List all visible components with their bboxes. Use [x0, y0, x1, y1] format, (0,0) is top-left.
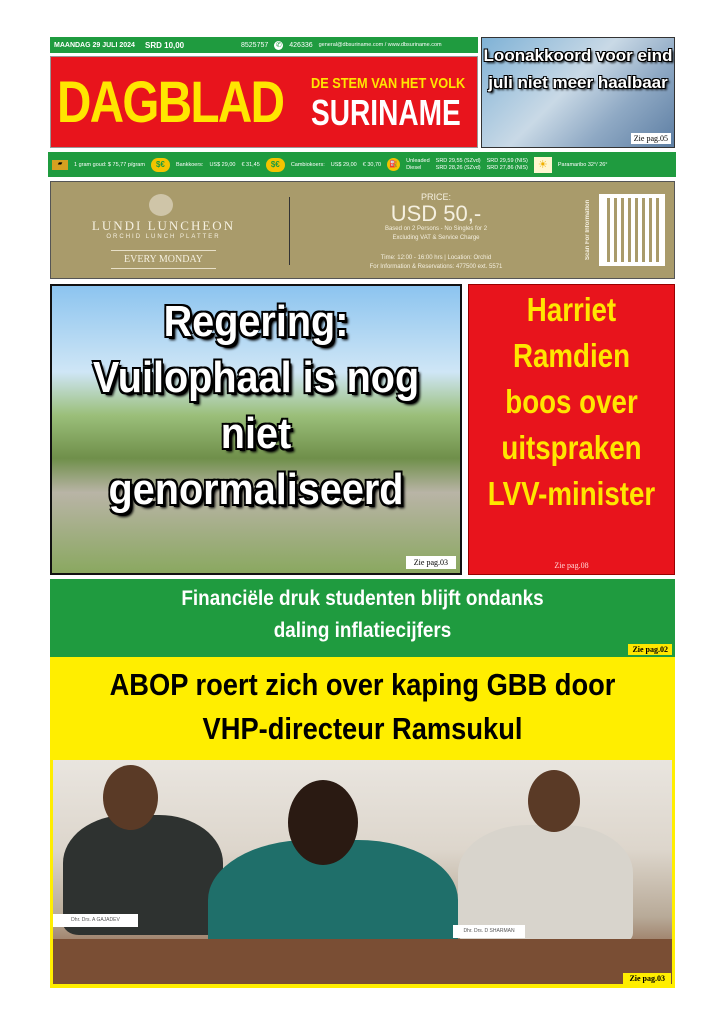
fuel-label: Unleaded	[406, 157, 430, 164]
currency-coins-icon: $€	[266, 158, 285, 172]
nameplate-left: Dhr. Drs. A GAJADEV	[53, 914, 138, 927]
photo-page-ref: Zie pag.03	[623, 973, 671, 984]
teaser-story[interactable]	[481, 37, 675, 148]
person-left-head	[103, 765, 158, 830]
ad-note-2: Excluding VAT & Service Charge	[392, 235, 480, 241]
yellow-story[interactable]	[50, 657, 675, 758]
ad-scan-label: Scan For Information	[585, 199, 591, 261]
cambio-label: Cambiokoers:	[290, 161, 325, 168]
ad-divider	[289, 197, 290, 265]
ad-note	[351, 225, 521, 243]
phone-2: 426336	[289, 41, 313, 49]
teaser-page-ref: Zie pag.05	[631, 133, 671, 144]
cambio-usd: US$ 29,00	[330, 161, 357, 168]
ad-details	[321, 254, 551, 272]
fuel-prices-2	[487, 158, 528, 172]
cambio-eur: € 30,70	[362, 161, 382, 168]
fuel-price: SRD 28,26 (SZvd)	[435, 164, 481, 171]
green-headline-1: Financiële druk studenten blijft ondanks	[181, 587, 544, 610]
person-center-head	[288, 780, 358, 865]
green-page-ref: Zie pag.02	[628, 644, 672, 655]
green-headline	[81, 583, 644, 647]
gold-bar-icon: ▰	[52, 160, 68, 170]
fuel-label: Diesel	[406, 164, 422, 171]
orchid-logo-icon	[149, 194, 173, 216]
weather: Paramaribo 32°/ 26°	[557, 161, 608, 168]
desk	[53, 939, 672, 984]
ad-subtitle: ORCHID LUNCH PLATTER	[106, 234, 221, 240]
main-headline: Regering: Vuilophaal is nog niet genormaliseerd	[92, 297, 420, 514]
yellow-headline-1: ABOP roert zich over kaping GBB door	[109, 667, 616, 702]
bank-label: Bankkoers:	[175, 161, 204, 168]
phone-1: 8525757	[241, 41, 269, 49]
ad-note-1: Based on 2 Persons - No Singles for 2	[384, 226, 488, 232]
ad-price-label: PRICE:	[420, 192, 451, 202]
masthead-slogan: DE STEM VAN HET VOLK	[311, 75, 466, 92]
red-page-ref: Zie pag.08	[554, 561, 589, 570]
masthead-name: DAGBLAD	[57, 70, 284, 135]
nameplate-right: Dhr. Drs. D SHARMAN	[453, 925, 525, 938]
currency-coins-icon: $€	[151, 158, 170, 172]
story-photo[interactable]	[50, 758, 675, 988]
gold-price: 1 gram goud: $ 75,77 p/gram	[74, 161, 145, 168]
qr-code-icon[interactable]	[599, 194, 665, 266]
bank-usd: US$ 29,00	[209, 161, 236, 168]
weather-sun-icon: ☀	[534, 157, 552, 173]
main-page-ref: Zie pag.03	[406, 556, 456, 569]
fuel-labels	[406, 158, 430, 172]
masthead	[50, 56, 478, 148]
masthead-country: SURINAME	[311, 92, 461, 133]
photo-image	[53, 760, 672, 984]
top-info-bar	[50, 37, 478, 53]
bank-eur: € 31,45	[241, 161, 260, 168]
red-story[interactable]	[468, 284, 675, 575]
ad-day: EVERY MONDAY	[111, 250, 216, 269]
market-info-bar	[48, 152, 676, 177]
ad-info: For Information & Reservations: 477500 ext. 5571	[369, 264, 503, 270]
teaser-headline: Loonakkoord voor eind juli niet meer haalbaar	[483, 46, 673, 92]
issue-date: MAANDAG 29 JULI 2024	[54, 41, 135, 49]
fuel-price: SRD 27,86 (NIS)	[486, 164, 528, 171]
green-story[interactable]	[50, 579, 675, 657]
fuel-price: SRD 29,55 (SZvd)	[435, 157, 481, 164]
fuel-prices-1	[436, 158, 481, 172]
fuel-price: SRD 29,59 (NIS)	[486, 157, 528, 164]
issue-price: SRD 10,00	[145, 40, 185, 50]
yellow-headline-2: VHP-directeur Ramsukul	[202, 711, 523, 746]
phone-icon: ✆	[275, 41, 282, 49]
red-headline: Harriet Ramdien boos over uitspraken LVV-minister	[487, 291, 656, 512]
main-story[interactable]	[50, 284, 462, 575]
green-headline-2: daling inflatiecijfers	[273, 619, 452, 642]
ad-brand: LUNDI LUNCHEON	[91, 218, 236, 233]
ad-price: USD 50,-	[390, 201, 482, 226]
person-right-head	[528, 770, 580, 832]
fuel-pump-icon: ⛽	[387, 158, 400, 171]
contact-info: general@dbsuriname.com / www.dbsuriname.com	[318, 42, 442, 48]
ad-time: Time: 12:00 - 16:00 hrs | Location: Orchid	[380, 255, 492, 261]
advertisement[interactable]	[50, 181, 675, 279]
yellow-headline	[88, 663, 638, 751]
